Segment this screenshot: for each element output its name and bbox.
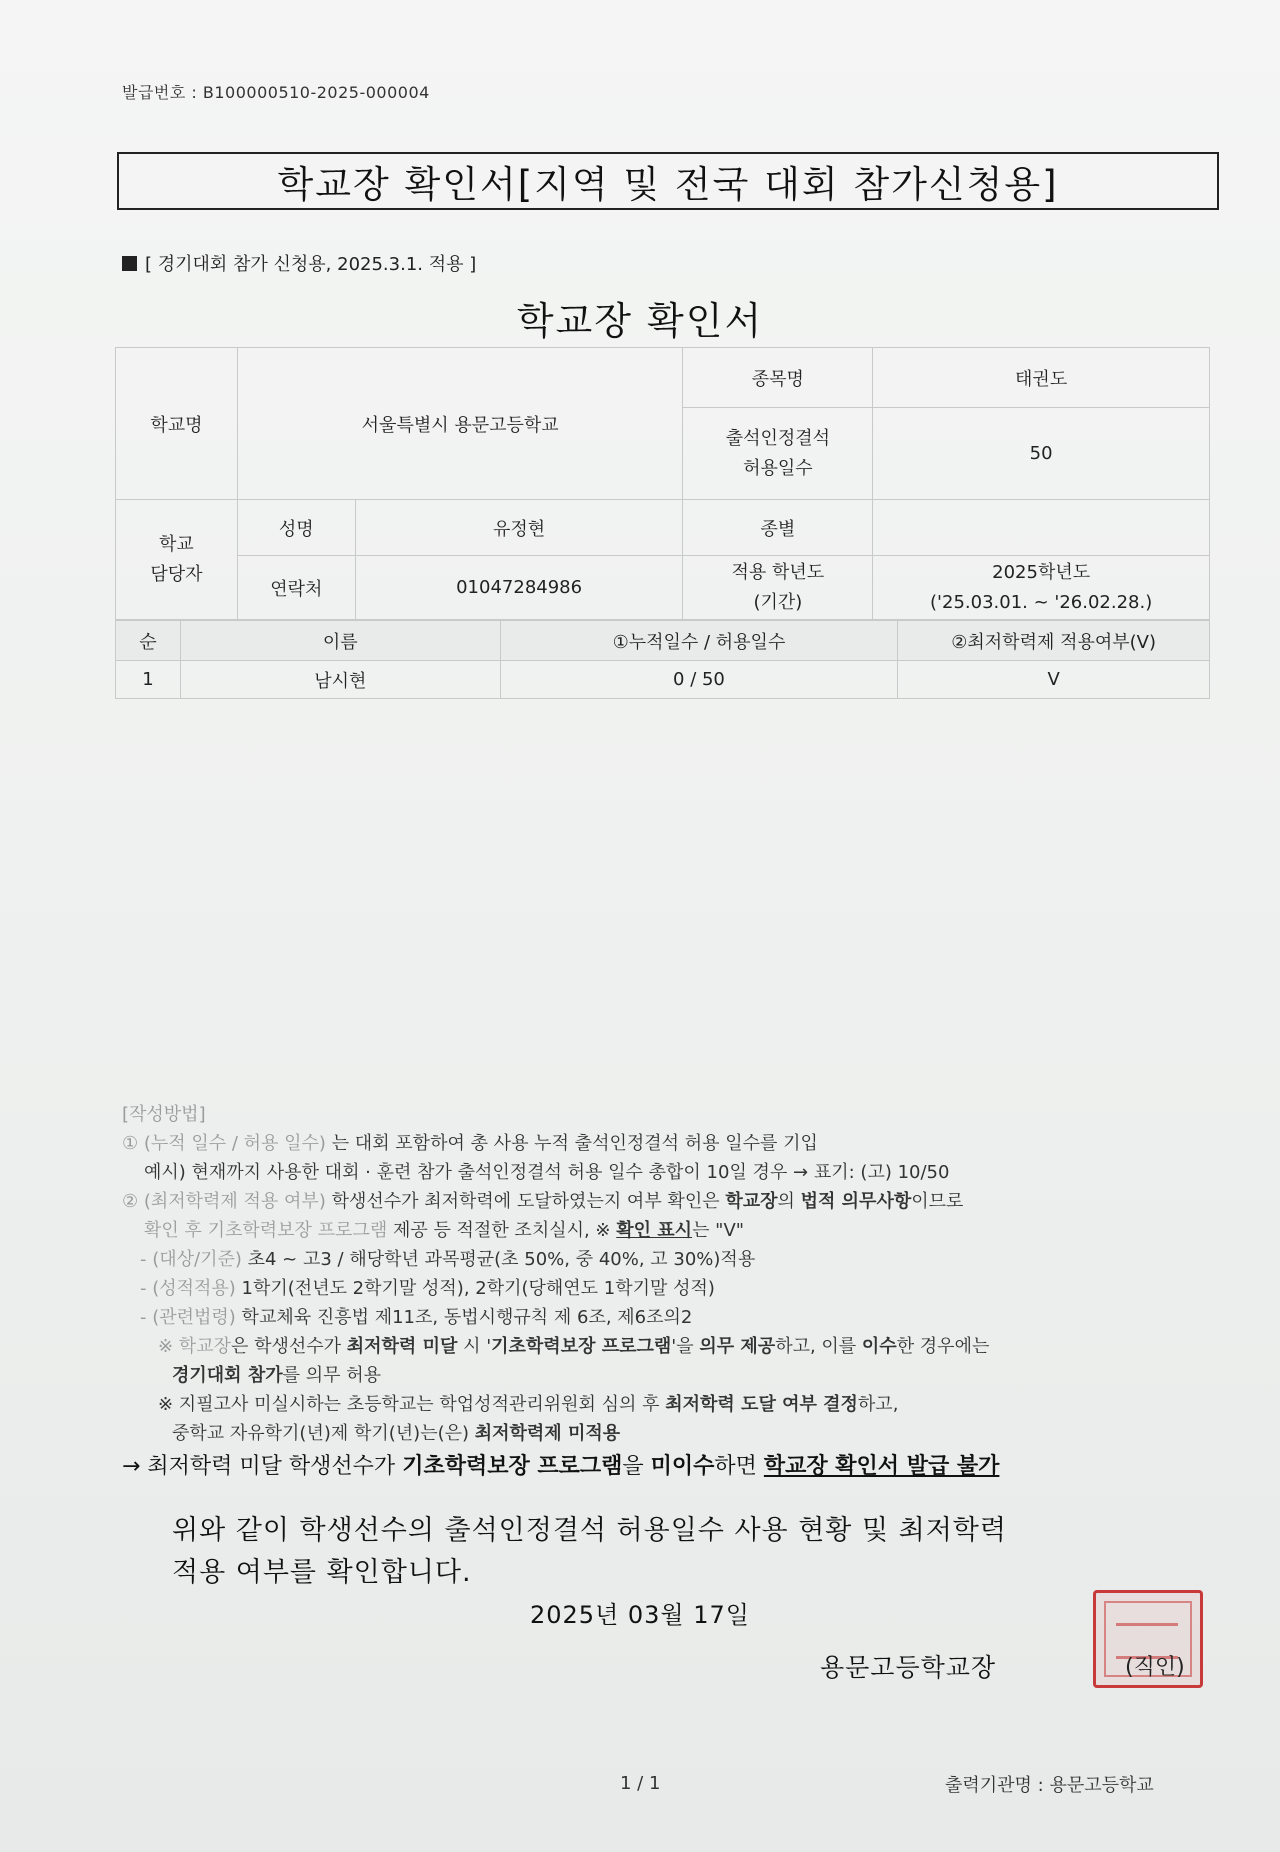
- note-8g: 의무 제공: [699, 1336, 776, 1357]
- final-e: 하면: [714, 1454, 764, 1479]
- year-value-line1: 2025학년도: [992, 561, 1091, 583]
- note-line-9: [122, 1361, 1222, 1390]
- note-11a: 중학교 자유학기(년)제 학기(년)는(은): [172, 1423, 475, 1444]
- row-applied: V: [898, 661, 1210, 699]
- allowed-days-value: 50: [873, 408, 1210, 500]
- note-8f: '을: [671, 1336, 700, 1357]
- note-line-8: [122, 1332, 1222, 1361]
- sport-label: 종목명: [683, 348, 873, 408]
- note-line-7: [122, 1303, 1222, 1332]
- final-a: → 최저학력 미달 학생선수가: [122, 1454, 403, 1479]
- note-4d: 는 "V": [692, 1220, 745, 1241]
- note-line-6: [122, 1274, 1222, 1303]
- allowed-days-label-line2: 허용일수: [743, 457, 813, 479]
- school-value: 서울특별시 용문고등학교: [237, 348, 683, 500]
- page-number: 1 / 1: [620, 1773, 661, 1794]
- type-label: 종별: [683, 500, 873, 556]
- note-8c: 최저학력 미달: [346, 1336, 458, 1357]
- confirmation-line-1: 위와 같이 학생선수의 출석인정결석 허용일수 사용 현황 및 최저학력: [172, 1515, 1007, 1546]
- note-3c: 학교장: [725, 1191, 778, 1212]
- note-3e: 법적 의무사항: [800, 1191, 912, 1212]
- issue-date: 2025년 03월 17일: [530, 1601, 750, 1629]
- info-table: [115, 347, 1210, 620]
- note-4b: 제공 등 적절한 조치실시, ※: [387, 1220, 617, 1241]
- note-1a: ① (누적 일수 / 허용 일수): [122, 1133, 326, 1154]
- student-list-table: [115, 620, 1210, 699]
- square-bullet-icon: [122, 256, 137, 271]
- note-8h: 하고, 이를: [775, 1336, 862, 1357]
- note-3b: 학생선수가 최저학력에 도달하였는지 여부 확인은: [325, 1191, 726, 1212]
- row-days: 0 / 50: [500, 661, 898, 699]
- note-8a: ※ 학교장: [158, 1336, 231, 1357]
- note-line-11: [122, 1419, 1222, 1448]
- allowed-days-label: [683, 408, 873, 500]
- note-3d: 의: [777, 1191, 801, 1212]
- manager-label-line2: 담당자: [150, 563, 203, 585]
- note-line-3: [122, 1187, 1222, 1216]
- year-label: [683, 556, 873, 620]
- header-days: ①누적일수 / 허용일수: [500, 621, 898, 661]
- year-label-line1: 적용 학년도: [731, 561, 825, 583]
- contact-value: 01047284986: [355, 556, 683, 620]
- year-value: [873, 556, 1210, 620]
- name-value: 유정현: [355, 500, 683, 556]
- note-8i: 이수: [861, 1336, 897, 1357]
- note-6a: - (성적적용): [140, 1278, 236, 1299]
- final-f: 학교장 확인서 발급 불가: [763, 1454, 1000, 1479]
- header-name: 이름: [180, 621, 500, 661]
- printer-info: 출력기관명 : 용문고등학교: [945, 1775, 1154, 1796]
- sub-note-text: [ 경기대회 참가 신청용, 2025.3.1. 적용 ]: [145, 254, 477, 275]
- final-b: 기초학력보장 프로그램: [402, 1454, 623, 1479]
- note-8e: 기초학력보장 프로그램: [491, 1336, 672, 1357]
- type-value: [873, 500, 1210, 556]
- final-c: 을: [622, 1454, 651, 1479]
- year-value-line2: ('25.03.01. ~ '26.02.28.): [930, 591, 1153, 613]
- seal-label: (직인): [1125, 1655, 1185, 1680]
- final-d: 미이수: [650, 1454, 715, 1479]
- note-7a: - (관련법령): [140, 1307, 236, 1328]
- note-line-5: [122, 1245, 1222, 1274]
- allowed-days-label-line1: 출석인정결석: [725, 427, 831, 449]
- note-4a: 확인 후 기초학력보장 프로그램: [144, 1220, 388, 1241]
- note-line-4: [122, 1216, 1222, 1245]
- note-8j: 한 경우에는: [896, 1336, 990, 1357]
- note-line-2: 예시) 현재까지 사용한 대회 · 훈련 참가 출석인정결석 허용 일수 총합이 10일 경우 → 표기: (고) 10/50: [144, 1162, 950, 1183]
- note-6b: 1학기(전년도 2학기말 성적), 2학기(당해연도 1학기말 성적): [235, 1278, 715, 1299]
- note-9a: 경기대회 참가: [172, 1365, 283, 1386]
- note-5b: 초4 ~ 고3 / 해당학년 과목평균(초 50%, 중 40%, 고 30%)적용: [241, 1249, 756, 1270]
- school-label: 학교명: [116, 348, 238, 500]
- note-8b: 은 학생선수가: [230, 1336, 347, 1357]
- notes-heading: [작성방법]: [122, 1104, 206, 1125]
- note-11b: 최저학력제 미적용: [474, 1423, 621, 1444]
- year-label-line2: (기간): [753, 591, 803, 613]
- sport-value: 태권도: [873, 348, 1210, 408]
- manager-label-line1: 학교: [159, 533, 194, 555]
- note-9b: 를 의무 허용: [282, 1365, 381, 1386]
- header-no: 순: [116, 621, 181, 661]
- header-applied: ②최저학력제 적용여부(V): [898, 621, 1210, 661]
- note-10c: 하고,: [857, 1394, 899, 1415]
- name-label: 성명: [237, 500, 355, 556]
- row-no: 1: [116, 661, 181, 699]
- note-8d: 시 ': [457, 1336, 492, 1357]
- note-10a: ※ 지필고사 미실시하는 초등학교는 학업성적관리위원회 심의 후: [158, 1394, 666, 1415]
- main-title-box: [117, 152, 1219, 210]
- note-10b: 최저학력 도달 여부 결정: [665, 1394, 858, 1415]
- row-name: 남시현: [180, 661, 500, 699]
- note-line-1: [122, 1129, 1222, 1158]
- note-3a: ② (최저학력제 적용 여부): [122, 1191, 326, 1212]
- principal-name: 용문고등학교장: [820, 1653, 997, 1682]
- manager-label: [116, 500, 238, 620]
- confirmation-line-2: 적용 여부를 확인합니다.: [172, 1557, 472, 1588]
- issue-number: 발급번호 : B100000510-2025-000004: [122, 83, 430, 102]
- note-line-10: [122, 1390, 1222, 1419]
- writing-instructions: [122, 1100, 1222, 1481]
- confirmation-statement: [172, 1510, 1007, 1594]
- sub-note: [122, 250, 476, 276]
- contact-label: 연락처: [237, 556, 355, 620]
- table-row: [116, 661, 1210, 699]
- note-3f: 이므로: [911, 1191, 964, 1212]
- note-5a: - (대상/기준): [140, 1249, 242, 1270]
- table-header-row: [116, 621, 1210, 661]
- main-title: 학교장 확인서[지역 및 전국 대회 참가신청용]: [277, 163, 1059, 206]
- note-7b: 학교체육 진흥법 제11조, 동법시행규칙 제 6조, 제6조의2: [235, 1307, 693, 1328]
- note-4c: 확인 표시: [616, 1220, 693, 1241]
- note-1b: 는 대회 포함하여 총 사용 누적 출석인정결석 허용 일수를 기입: [325, 1133, 818, 1154]
- final-warning: [122, 1452, 1222, 1481]
- document-title: 학교장 확인서: [516, 299, 764, 343]
